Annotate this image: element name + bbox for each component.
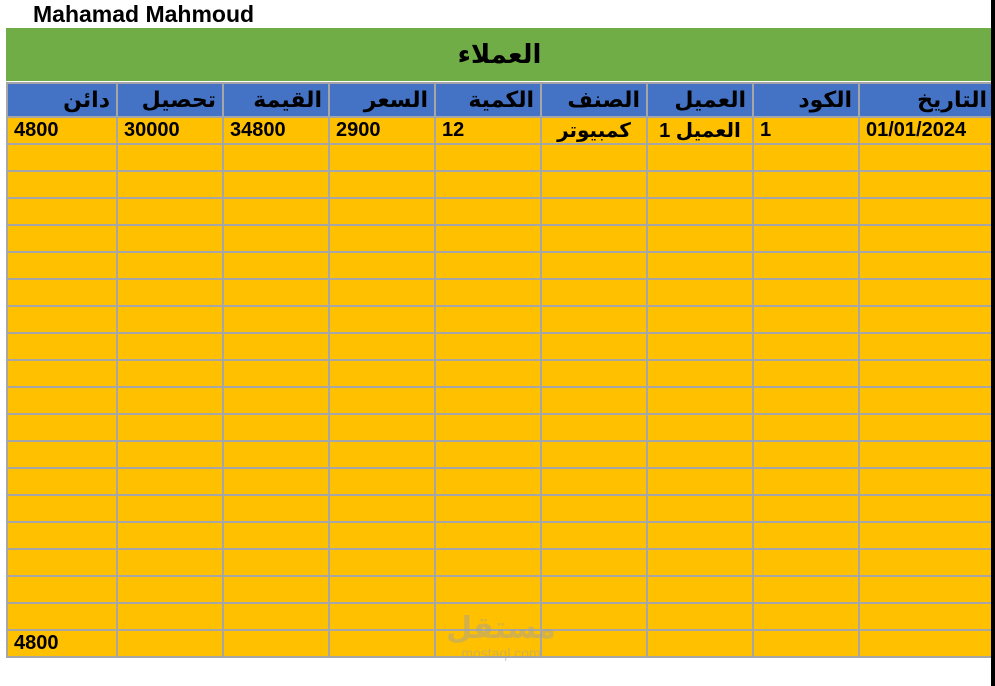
empty-cell[interactable]	[541, 306, 647, 333]
empty-cell[interactable]	[7, 333, 117, 360]
table-row	[7, 360, 994, 387]
empty-cell[interactable]	[7, 387, 117, 414]
empty-cell[interactable]	[329, 144, 435, 171]
empty-cell[interactable]	[117, 468, 223, 495]
empty-cell[interactable]	[647, 576, 753, 603]
empty-cell[interactable]	[223, 441, 329, 468]
empty-cell[interactable]	[435, 144, 541, 171]
empty-cell[interactable]	[541, 360, 647, 387]
empty-cell[interactable]	[223, 171, 329, 198]
table-row	[7, 306, 994, 333]
table-row	[7, 252, 994, 279]
header-cell-customer[interactable]: العميل	[647, 83, 753, 117]
empty-cell[interactable]	[223, 630, 329, 657]
table-row	[7, 333, 994, 360]
empty-cell[interactable]	[117, 198, 223, 225]
table-row	[7, 225, 994, 252]
empty-cell[interactable]	[223, 333, 329, 360]
empty-cell[interactable]	[647, 630, 753, 657]
customers-table	[6, 82, 995, 661]
empty-cell[interactable]	[753, 495, 859, 522]
empty-cell[interactable]	[435, 279, 541, 306]
table-row	[7, 279, 994, 306]
empty-cell[interactable]	[541, 603, 647, 630]
header-cell-item[interactable]: الصنف	[541, 83, 647, 117]
empty-cell[interactable]	[223, 495, 329, 522]
empty-cell[interactable]	[541, 441, 647, 468]
empty-cell[interactable]	[859, 360, 994, 387]
empty-cell[interactable]	[435, 360, 541, 387]
cell-code[interactable]: 1	[753, 117, 859, 144]
empty-cell[interactable]	[117, 576, 223, 603]
empty-cell[interactable]	[647, 171, 753, 198]
empty-cell[interactable]	[753, 630, 859, 657]
empty-cell[interactable]	[435, 495, 541, 522]
empty-cell[interactable]	[753, 468, 859, 495]
empty-cell[interactable]	[541, 387, 647, 414]
header-cell-quantity[interactable]: الكمية	[435, 83, 541, 117]
empty-cell[interactable]	[753, 414, 859, 441]
empty-cell[interactable]	[647, 495, 753, 522]
empty-cell[interactable]	[117, 603, 223, 630]
empty-cell[interactable]	[541, 630, 647, 657]
empty-cell[interactable]	[541, 576, 647, 603]
empty-cell[interactable]	[647, 387, 753, 414]
table-row	[7, 414, 994, 441]
empty-cell[interactable]	[7, 198, 117, 225]
empty-cell[interactable]	[329, 603, 435, 630]
empty-cell[interactable]	[647, 441, 753, 468]
empty-cell[interactable]	[647, 360, 753, 387]
empty-cell[interactable]	[647, 468, 753, 495]
cell-customer[interactable]: العميل 1	[647, 117, 753, 144]
empty-cell[interactable]	[541, 333, 647, 360]
empty-cell[interactable]	[435, 441, 541, 468]
empty-cell[interactable]	[647, 225, 753, 252]
empty-cell[interactable]	[117, 495, 223, 522]
empty-cell[interactable]	[541, 468, 647, 495]
empty-cell[interactable]	[435, 576, 541, 603]
window-edge	[991, 0, 995, 686]
cell-value[interactable]: 34800	[223, 117, 329, 144]
empty-cell[interactable]	[753, 549, 859, 576]
empty-cell[interactable]	[647, 414, 753, 441]
empty-cell[interactable]	[541, 414, 647, 441]
empty-cell[interactable]	[647, 144, 753, 171]
total-row	[7, 630, 994, 657]
empty-cell[interactable]	[753, 387, 859, 414]
header-cell-collected[interactable]: تحصيل	[117, 83, 223, 117]
empty-cell[interactable]	[117, 630, 223, 657]
empty-cell[interactable]	[329, 441, 435, 468]
empty-cell[interactable]	[223, 279, 329, 306]
empty-cell[interactable]	[541, 171, 647, 198]
table-row	[7, 522, 994, 549]
empty-cell[interactable]	[223, 603, 329, 630]
table-row	[7, 171, 994, 198]
empty-cell[interactable]	[435, 414, 541, 441]
empty-cell[interactable]	[859, 495, 994, 522]
empty-cell[interactable]	[541, 522, 647, 549]
table-row	[7, 117, 994, 144]
empty-cell[interactable]	[753, 603, 859, 630]
empty-cell[interactable]	[7, 441, 117, 468]
table-row	[7, 495, 994, 522]
empty-cell[interactable]	[753, 441, 859, 468]
empty-cell[interactable]	[329, 495, 435, 522]
empty-cell[interactable]	[7, 306, 117, 333]
empty-cell[interactable]	[117, 414, 223, 441]
empty-cell[interactable]	[329, 333, 435, 360]
empty-cell[interactable]	[647, 522, 753, 549]
empty-cell[interactable]	[7, 144, 117, 171]
empty-cell[interactable]	[329, 171, 435, 198]
empty-cell[interactable]	[435, 630, 541, 657]
cell-quantity[interactable]: 12	[435, 117, 541, 144]
empty-cell[interactable]	[647, 549, 753, 576]
empty-cell[interactable]	[859, 144, 994, 171]
watermark-url: mostaql.com	[461, 645, 541, 661]
empty-cell[interactable]	[859, 603, 994, 630]
header-cell-code[interactable]: الكود	[753, 83, 859, 117]
empty-cell[interactable]	[329, 576, 435, 603]
empty-cell[interactable]	[7, 360, 117, 387]
empty-cell[interactable]	[7, 576, 117, 603]
header-cell-credit[interactable]: دائن	[7, 83, 117, 117]
empty-cell[interactable]	[753, 576, 859, 603]
empty-cell[interactable]	[329, 225, 435, 252]
empty-cell[interactable]	[647, 306, 753, 333]
empty-cell[interactable]	[753, 144, 859, 171]
empty-cell[interactable]	[859, 414, 994, 441]
empty-cell[interactable]	[329, 360, 435, 387]
empty-cell[interactable]	[117, 144, 223, 171]
empty-cell[interactable]	[435, 198, 541, 225]
table-row	[7, 144, 994, 171]
empty-cell[interactable]	[541, 252, 647, 279]
header-cell-value[interactable]: القيمة	[223, 83, 329, 117]
empty-cell[interactable]	[117, 306, 223, 333]
empty-cell[interactable]	[223, 360, 329, 387]
empty-cell[interactable]	[7, 252, 117, 279]
header-cell-price[interactable]: السعر	[329, 83, 435, 117]
empty-cell[interactable]	[223, 468, 329, 495]
empty-cell[interactable]	[753, 252, 859, 279]
empty-cell[interactable]	[541, 279, 647, 306]
empty-cell[interactable]	[117, 171, 223, 198]
empty-cell[interactable]	[329, 252, 435, 279]
table-row	[7, 441, 994, 468]
empty-cell[interactable]	[117, 225, 223, 252]
empty-cell[interactable]	[117, 441, 223, 468]
cell-date[interactable]: 01/01/2024	[859, 117, 994, 144]
empty-cell[interactable]	[753, 225, 859, 252]
empty-cell[interactable]	[753, 360, 859, 387]
header-cell-date[interactable]: التاريخ	[859, 83, 994, 117]
empty-cell[interactable]	[7, 171, 117, 198]
empty-cell[interactable]	[541, 144, 647, 171]
empty-cell[interactable]	[117, 522, 223, 549]
empty-cell[interactable]	[859, 522, 994, 549]
empty-cell[interactable]	[859, 198, 994, 225]
empty-cell[interactable]	[223, 387, 329, 414]
empty-cell[interactable]	[223, 198, 329, 225]
table-row	[7, 576, 994, 603]
empty-cell[interactable]	[647, 252, 753, 279]
empty-cell[interactable]	[859, 171, 994, 198]
empty-cell[interactable]	[859, 387, 994, 414]
empty-cell[interactable]	[329, 198, 435, 225]
empty-cell[interactable]	[117, 549, 223, 576]
empty-cell[interactable]	[541, 225, 647, 252]
empty-cell[interactable]	[435, 252, 541, 279]
empty-cell[interactable]	[647, 333, 753, 360]
empty-cell[interactable]	[859, 252, 994, 279]
empty-cell[interactable]	[7, 468, 117, 495]
table-row	[7, 603, 994, 630]
empty-cell[interactable]	[435, 333, 541, 360]
empty-cell[interactable]	[117, 279, 223, 306]
empty-cell[interactable]	[329, 387, 435, 414]
table-row	[7, 387, 994, 414]
empty-cell[interactable]	[435, 522, 541, 549]
watermark-logo-text: مستقل	[446, 612, 556, 645]
empty-cell[interactable]	[329, 306, 435, 333]
empty-cell[interactable]	[329, 414, 435, 441]
empty-cell[interactable]	[7, 522, 117, 549]
empty-cell[interactable]	[329, 279, 435, 306]
empty-cell[interactable]	[859, 306, 994, 333]
table-row	[7, 198, 994, 225]
sheet-title: العملاء	[457, 39, 542, 69]
empty-cell[interactable]	[117, 252, 223, 279]
empty-cell[interactable]	[329, 468, 435, 495]
cell-collected[interactable]: 30000	[117, 117, 223, 144]
empty-cell[interactable]	[117, 333, 223, 360]
empty-cell[interactable]	[7, 495, 117, 522]
sheet-title-bar	[6, 28, 993, 81]
total-credit-cell[interactable]: 4800	[7, 630, 117, 657]
empty-cell[interactable]	[223, 522, 329, 549]
empty-cell[interactable]	[223, 549, 329, 576]
empty-cell[interactable]	[647, 198, 753, 225]
empty-cell[interactable]	[753, 279, 859, 306]
empty-cell[interactable]	[435, 387, 541, 414]
empty-cell[interactable]	[7, 603, 117, 630]
empty-cell[interactable]	[435, 468, 541, 495]
empty-cell[interactable]	[541, 495, 647, 522]
empty-cell[interactable]	[223, 414, 329, 441]
empty-cell[interactable]	[7, 225, 117, 252]
empty-cell[interactable]	[117, 387, 223, 414]
empty-cell[interactable]	[223, 576, 329, 603]
empty-cell[interactable]	[859, 630, 994, 657]
empty-cell[interactable]	[223, 306, 329, 333]
empty-cell[interactable]	[329, 522, 435, 549]
empty-cell[interactable]	[753, 171, 859, 198]
empty-cell[interactable]	[647, 279, 753, 306]
cell-item[interactable]: كمبيوتر	[541, 117, 647, 144]
empty-cell[interactable]	[859, 333, 994, 360]
empty-cell[interactable]	[859, 441, 994, 468]
cell-credit[interactable]: 4800	[7, 117, 117, 144]
empty-cell[interactable]	[753, 198, 859, 225]
empty-cell[interactable]	[7, 279, 117, 306]
empty-cell[interactable]	[435, 306, 541, 333]
empty-cell[interactable]	[7, 414, 117, 441]
empty-cell[interactable]	[435, 225, 541, 252]
empty-cell[interactable]	[859, 225, 994, 252]
empty-cell[interactable]	[859, 549, 994, 576]
empty-cell[interactable]	[329, 630, 435, 657]
cell-price[interactable]: 2900	[329, 117, 435, 144]
empty-cell[interactable]	[647, 603, 753, 630]
empty-cell[interactable]	[859, 576, 994, 603]
empty-cell[interactable]	[541, 549, 647, 576]
empty-cell[interactable]	[435, 603, 541, 630]
empty-cell[interactable]	[329, 549, 435, 576]
empty-cell[interactable]	[223, 225, 329, 252]
empty-cell[interactable]	[753, 522, 859, 549]
empty-cell[interactable]	[223, 252, 329, 279]
table-row	[7, 468, 994, 495]
header-row	[7, 83, 994, 117]
empty-cell[interactable]	[435, 171, 541, 198]
empty-cell[interactable]	[541, 198, 647, 225]
empty-cell[interactable]	[859, 279, 994, 306]
author-name: Mahamad Mahmoud	[33, 1, 255, 27]
empty-cell[interactable]	[117, 360, 223, 387]
empty-cell[interactable]	[7, 549, 117, 576]
empty-cell[interactable]	[859, 468, 994, 495]
table-row	[7, 549, 994, 576]
empty-cell[interactable]	[435, 549, 541, 576]
empty-cell[interactable]	[753, 333, 859, 360]
empty-cell[interactable]	[753, 306, 859, 333]
empty-cell[interactable]	[223, 144, 329, 171]
